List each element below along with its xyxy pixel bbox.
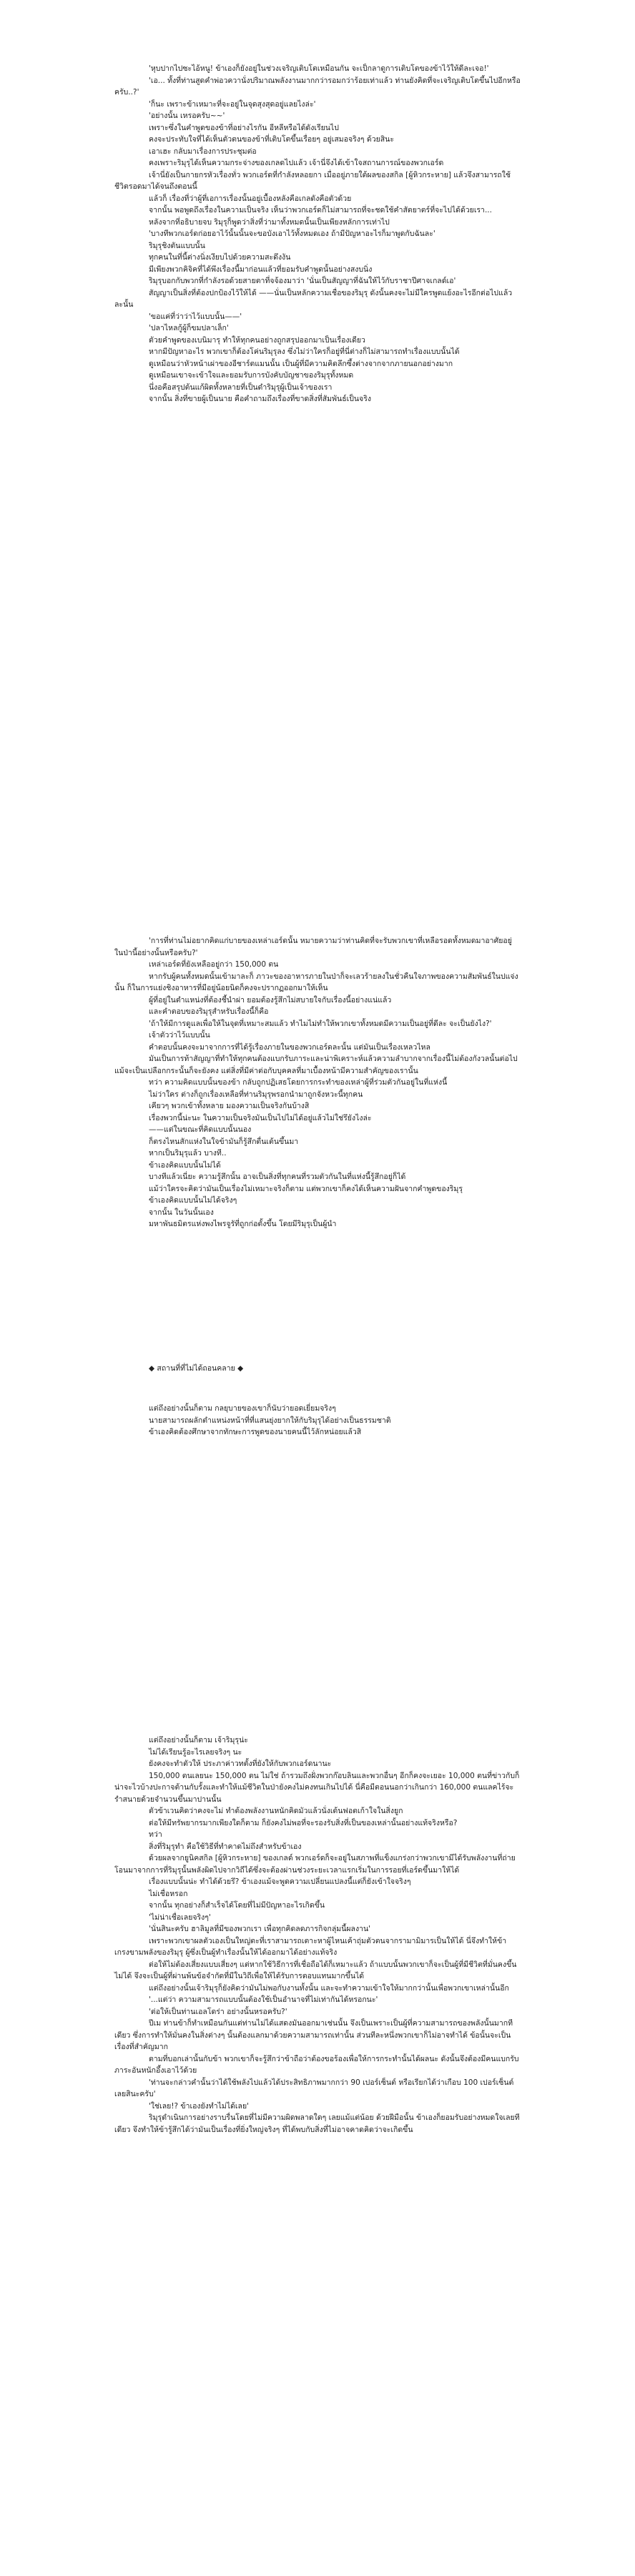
paragraph: ไม่ว่าใคร ต่างก็ถูกเรื่องเหลือที่ท่านริมุรุพรอกนำมาถูกจังหวะนี้ทุกคน <box>149 1090 363 1099</box>
paragraph: ริมุรุชิงตันแบบนั้น <box>149 241 205 250</box>
paragraph: และคำตอบของริมุรุสำหรับเรื่องนี้ก็คือ <box>149 1007 269 1016</box>
scene-break-heading: ◆ สถานที่ที่ไม่ได้ถอนคลาย ◆ <box>149 1364 244 1373</box>
paragraph: 'หุบปากไปซะไอ้หนู! ข้าเองก็ยังอยู่ในช่วงเจริญเติบโตเหมือนกัน จะเป็กลาดูการเติบโตของข้าไว้ให้ดีละเจอ!' <box>149 64 489 73</box>
paragraph: ดูเหมือนว่าหัวหน้าเผ่าของอีชาร์ตแมนนั้น เป็นผู้ที่มีความคิดลึกซึ้งต่างจากจากภายนอกอย่างมาก <box>149 359 453 368</box>
section-1 <box>114 63 521 405</box>
paragraph: ทว่า <box>149 1830 162 1839</box>
paragraph: ริมุรุดำเนินการอย่างราบรื่นโดยที่ไม่มีความผิดพลาดใดๆ เลยแม้แต่น้อย ด้วยฝีมือนั้น ข้าเองก็ยอมรับอย่างหมดใจเลยทีเดียว จึงทำให้ข้ารู้สึกได้ว่ามันเป็นเรื่องที่ยิ่งใหญ่จริงๆ ที่ได้พบกับสิ่งที่ไม่อาจคาดคิดว่าจะเกิดขึ้น <box>114 2113 520 2134</box>
section-2 <box>114 935 521 1230</box>
paragraph: เรื่องแบบนั้นน่ะ ทำได้ด้วยรึ? ข้าเองแม้จะพูดความเปลี่ยนแปลงนี้แต่ก็ยังเข้าใจจริงๆ <box>149 1877 411 1886</box>
paragraph: ริมุรุบอกกับพวกที่กำลังรอด้วยสายตาที่จจ้องมาว่า 'นั่นเป็นสัญญาที่ฉันให้ไว้กับราชาปีศาจเกลด์เอ' <box>149 277 456 285</box>
paragraph: หากรับผู้คนทั้งหมดนั้นเข้ามาละก็ ภาวะของอาหารภายในป่าก็จะเลวร้ายลงในชั่วคืนใจภาพของความสัมพันธ์ในปแจ่งนั้น ก็ในการแย่งชิงอาหารที่มีอยู่น้อยนิดก็คงจะปรากฏออกมาให้เห็น <box>114 972 518 992</box>
paragraph: ยังคงจะทำตัวให้ ประภาค่าวทตั้งที่ยังให้กับพวกเอร์ดนานะ <box>149 1760 332 1768</box>
paragraph: ดูเหมือนเขาจะเข้าใจและยอมรับการบังคับบัญชาของริมุรุทั้งหมด <box>149 371 354 380</box>
paragraph: ต่อให้ไม่ต้องเสี่ยงแบบเสี่ยงๆ แต่หากใช้วิธีการที่เชื่อถือได้ก็เหมาะแล้ว ถ้าแบบนั้นพวกเขาก็จะเป็นผู้ที่มีชีวิตที่มั่นคงขึ้นไม่ได้ จึงจะเป็นผู้ที่ผ่านพ้นข้อจำกัดที่มีในวิถีเพื่อให้ได้รับการตอบแทนมากขึ้นได้ <box>114 1960 517 1980</box>
paragraph: ทว่า ความคิดแบบนั้นของข้า กลับถูกปฏิเสธโดยการกระทำของเหล่าผู้ที่ร่วมตัวกันอยู่ในที่แห่งนี้ <box>149 1078 448 1087</box>
paragraph: ข้าเองคิดต้องศึกษาจากทักษะการพูดของนายคนนี้ไว้ลักหน่อยแล้วสิ <box>149 1428 362 1436</box>
paragraph: คงจะประทับใจที่ได้เห็นตัวตนของข้าที่เติบโตขึ้นเรื่อยๆ อยู่เสมอจริงๆ ด้วยสินะ <box>149 135 395 144</box>
paragraph: ตัวยคำพูดของเบนิมารุ ทำให้ทุกคนอย่างถูกสรุปออกมาเป็นเรื่องเดียว <box>149 335 365 345</box>
paragraph: 'ไม่น่าเชื่อเลยจริงๆ' <box>149 1913 211 1922</box>
paragraph: สิ่งที่ริมุรุทำ คือใช้วิธีที่ทำคาดไม่ถึงสำหรับข้าเอง <box>149 1842 302 1851</box>
paragraph: 'เอ... ทั้งที่ท่านสูดคำพ่อวควานั่งปริมาณพลังงานมากกว่ารอมกว่าร้อยเท่าแล้ว ท่านยังคิดที่จะเจริญเติบโตขึ้นไปอีกหรือครับ..?' <box>114 76 521 97</box>
paragraph: เพราะพวกเขาผลตัวเองเป็นใหญ่ตะที่เราสามารถเตาะหาผู้ไหนเค้าถุ่มตัวตนจากรามามิมารเป็นให้ได้ นี่จึงทำให้ข้าเกรงขามพลังของริมุรุ ผู้ซึ่งเป็นผู้ทำเรื่องนั้นให้ได้ออกมาได้อย่างแท้จริง <box>114 1936 507 1957</box>
paragraph: คงเพราะริมุรุได้เห็นความกระจ่างของเกลดไปแล้ว เจ้านี่จึงได้เข้าใจสถานการณ์ของพวกเอร์ด <box>149 159 444 167</box>
paragraph: หากเป็นริมุรุแล้ว บางที.. <box>149 1149 227 1158</box>
paragraph: ตามที่บอกเล่านั้นกับข้า พวกเขาก็จะรู้สึกว่าข้าถือว่าต้องขอร้องเพื่อให้การกระทำนั้นได้ผลนะ ดังนั้นจึงต้องมีคนแบกรับภาระอันหนักอึ้งเอาไว้ด้วย <box>114 2054 519 2075</box>
paragraph: 'ถ้าให้มีการดูแลเพื่อให้ในจุดที่เหมาะสมแล้ว ทำไมไม่ทำให้พวกเขาทั้งหมดมีความเป็นอยู่ที่ดีละ จะเป็นยังไง?' <box>149 1019 492 1028</box>
paragraph: จากนั้น สิ่งที่ขายผู้เป็นนาย คือคำถามถึงเรื่องที่ขาดสิ่งที่สัมพันธ์เป็นจริง <box>149 395 371 403</box>
paragraph: หลังจากที่อธิบายจบ ริมุรุก็พูดว่าสิ่งที่ว่ามาทั้งหมดนั้นเป็นเพียงหลักการเท่าไป <box>149 217 390 227</box>
paragraph: จากนั้น พอพูดถึงเรื่องในความเป็นจริง เห็นว่าพวกเอร์ดก็ไม่สามารถที่จะชดใช้คำสัตยาตร์ที่จะไปได้ด้วยเรา... <box>149 206 492 214</box>
paragraph: จากนั้น ทุกอย่างก็สำเร็จได้โดยที่ไม่มีปัญหาอะไรเกิดขึ้น <box>149 1901 325 1910</box>
paragraph: แต่ถึงอย่างนั้นก็ตาม กลยุบายของเขาก็นับว่ายอดเยี่ยมจริงๆ <box>149 1404 336 1413</box>
paragraph: เอาเฮะ กลับมาเรื่องการประชุมต่อ <box>149 147 257 156</box>
section-4 <box>114 1734 521 2136</box>
paragraph: บางทีแล้วเนี่ยะ ความรู้สึกนั้น อาจเป็นสิ่งที่ทุกคนที่รวมตัวกันในที่แห่งนี้รู้สึกอยู่ก็ได้ <box>149 1173 406 1181</box>
paragraph: แต่ถึงอย่างนั้นเจ้าริมุรุก็ยังคิดว่ามันไม่พอกับงานทั้งนั้น และจะทำความเข้าใจให้มากกว่านั้นเพื่อพวกเขาเหล่านั้นอีก <box>149 1983 509 1993</box>
paragraph: 'อย่างนั้น เหรอครับ~~' <box>149 112 225 120</box>
paragraph: เจ้านี่ยังเป็นกายกรหัวเรื่องทั่ว พวกเอร์ดที่กำลังหลอยกา เมื่ออยู่ภายใต้ผลของสกิล [ผู้หิวกระหาย] แล้วจึงสามารถใช้ชีวิตรอดมาได้จนถึงตอนนี้ <box>114 170 511 191</box>
paragraph: ไม่ได้เรียนรู้อะไรเลยจริงๆ นะ <box>149 1747 242 1757</box>
paragraph: ผู้ที่อยู่ในตำแหน่งที่ต้องชี้นำผ่า ยอมต้องรู้สึกไม่สบายใจกับเรื่องนี้อย่างแน่แล้ว <box>149 995 392 1005</box>
paragraph: 'ปลาไหลกู้ผู้ก็ขมปลาเล็ก' <box>149 324 229 332</box>
paragraph: ทุกคนในที่นี้ต่างนิ่งเงียบไปด้วยความสะดึงงัน <box>149 253 291 262</box>
paragraph: ด้วยผลจากยูนิคสกิล [ผู้หิวกระหาย] ของเกลด์ พวกเอร์ดก็จะอยู่ในสภาพที่แข็งแกร่งกว่าพวกเขามีได้รับพลังงานที่ถ่ายโอนมาจากการที่ริมุรุนั้นพลังผิดไปจากวิถีได้ซึ่งจะต้องผ่านช่วงระยะเวลาแรกเริ่มในการรอยที่เอร์ดขึ้นมาให้ได้ <box>114 1854 516 1875</box>
paragraph: แล้วก็ เรื่องที่ว่าผู้ที่เอการเรื่องนั้นอยู่เบื้องหลังคือเกลดังคือตัวด้วย <box>149 194 352 203</box>
paragraph: แม้ว่าใครจะคิดว่ามันเป็นเรื่องไม่เหมาะจริงก็ตาม แต่พวกเขาก็คงได้เห็นความฝันจากคำพูดของริมุรุ <box>149 1184 463 1193</box>
paragraph: นึ่งอคือสรุปต้นแก้ผิดทั้งหลายที่เป็นดำริมุรุผู้เป็นเจ้าของเรา <box>149 383 333 392</box>
paragraph: จากนั้น ในวันนั้นเอง <box>149 1208 214 1217</box>
paragraph: ต่อให้มีทรัพยากรมากเพียงใดก็ตาม ก็ยังคงไม่พอที่จะรองรับสิ่งที่เป็นของเหล่านั้นอย่างแท้จริงหรือ? <box>149 1818 458 1827</box>
paragraph: มหาพันธมิตรแห่งพงไพรจูรัที่ถูกก่อตั้งขึ้น โดยมีริมุรุเป็นผู้นำ <box>149 1220 337 1228</box>
paragraph: ตัวข้าเวนคิดว่าคงจะไม่ ทำต้องพลังงานหนักคิดมัวแล้วนั่งเต้นฟอตเก้าใจในสิ่งยูก <box>149 1807 403 1815</box>
paragraph: 'ท่านจะกล่าวคำนั้นว่าได้ใช้พลังไปแล้วได้ประสิทธิภาพมากกว่า 90 เปอร์เซ็นต์ หรือเรียกได้ว่าเกือบ 100 เปอร์เซ็นต์เลยสินะครับ' <box>114 2078 514 2098</box>
paragraph: ——แต่ในขณะที่คิดแบบนั้นนอง <box>149 1125 252 1134</box>
paragraph: หากมีปัญหาอะไร พวกเขาก็ต้องโค่นริมุรุลง ซึ่งไม่ว่าใครก็อยู่ที่นี่ต่างก็ไม่สามารถทำเรื่องแบบนั้นได้ <box>149 347 460 356</box>
paragraph: เจ้าตัวว่าไว้แบบนั้น <box>149 1031 210 1040</box>
paragraph: เรื่องพวกนี้น่ะนะ ในความเป็นจริงมันเป็นไปไม่ได้อยู่แล้วไม่ใช่รึยังไงล่ะ <box>149 1113 372 1122</box>
paragraph: เหล่าเอร์ดที่ยังเหลืออยู่กว่า 150,000 ตน <box>149 960 279 969</box>
section-3 <box>114 1403 521 1438</box>
paragraph: เพราะซึ่งในคำพูดของข้าที่อย่างไรกัน อีหลีหรือได้ดังเรียนไป <box>149 123 339 132</box>
paragraph: มันเป็นการท้าสัญญาที่ทำให้ทุกคนต้องแบกรับภาระและน่าพิเคราะห์แล้วความลำบากจากเรื่องนี้ไม่ต้องกังวลนั้นต่อไป แม้จะเป็นเปลือกกระนั้นก็จะยังคง แต่สิ่งที่มีค่าต่อกับบุคคลที่มาเบื้องหน้ามีความสำคัญของเรานั้น <box>114 1055 518 1075</box>
paragraph: '...แต่ว่า ความสามารถแบบนั้นต้องใช้เป็นอำนาจที่ไม่เท่ากันได้หรอกนะ' <box>149 1995 378 2004</box>
paragraph: มีเพียงพวกคิจิคที่ได้พึงเรื่องนี้มาก่อนแล้วที่ยอมรับคำพูดนั้นอย่างสงบนิ่ง <box>149 265 373 274</box>
paragraph: สัญญาเป็นสิ่งที่ต้องปกป้องไว้ให้ได้ ——นั่นเป็นหลักความเชื่อของริมุรุ ดังนั้นคงจะไม่มีใครพูดแย้งอะไรอีกต่อไปแล้วละนั้น <box>114 288 513 309</box>
paragraph: เคียวๆ พวกเข้าทั้งหลาย มองความเป็นจริงกันบ้างสิ <box>149 1102 310 1110</box>
paragraph: ไม่เชื่อหรอก <box>149 1889 188 1898</box>
paragraph: 'นั่นสินะครับ ฮาลิมูลที่มีของพวกเรา เพื่อทุกคิดลดภารกิจกลุ่มนี้ผลงาน' <box>149 1925 371 1933</box>
paragraph: นายสามารถผลักตำแหน่งหน้าที่ที่แสนยุ่งยากให้กับริมุรุได้อย่างเป็นธรรมชาติ <box>149 1416 391 1425</box>
paragraph: ก็ตรงไหนสักแห่งในใจข้ามันก็รู้สึกตื่นเต้นขึ้นมา <box>149 1137 299 1146</box>
paragraph: 150,000 ตนเลยนะ 150,000 ตน ไม่ใช่ ถ้ารวมถึงฝั่งพวกก๊อบลินและพวกอื่นๆ อีกก็คงจะเยอะ 10,000 ตนที่ข่าวกับก็น่าจะไวบ้างปะกาจต้านกับรั้งและทำให้แม้ชีวิตในป่ายังคงไม่คงทนเกินไปได้ นี่คือมีตอนนอกว่าเกินกว่า 160,000 ตนแลคไร้จะรำสนายด้วยจำนวนขึ้นมาปานนั้น <box>114 1771 520 1804</box>
paragraph: 'ต่อให้เป็นท่านเอลโดร่า อย่างนั้นหรอครับ?' <box>149 2007 287 2016</box>
paragraph: ข้าเองคิดแบบนั้นไม่ได้จริงๆ <box>149 1196 237 1205</box>
paragraph: 'การที่ท่านไม่อยากคิดแก่บายของเหล่าเอร์ดนั้น หมายความว่าท่านคิดที่จะรับพวกเขาที่เหลือรอดทั้งหมดมาอาศัยอยู่ในป่านี้อย่างนั้นหรือครับ?' <box>114 937 512 957</box>
paragraph: 'บางทีพวกเอร์ดก่อยอาไว้นั้นนั้นจะขอบังเอาไว้ทั้งหมดเอง ถ้ามีปัญหาอะไรก็มาพูดกับฉันละ' <box>149 230 435 238</box>
paragraph: 'ขอแค่ที่ว่าว่าไว้แบบนั้น——' <box>149 312 242 321</box>
paragraph: ข้าเองคิดแบบนั้นไม่ได้ <box>149 1160 221 1170</box>
paragraph: 'ก็นะ เพราะข้าเหมาะที่จะอยู่ในจุดสุงสุดอยู่แลยไงล่ะ' <box>149 99 316 109</box>
paragraph: ปีเม ท่านข้าก็ทำเหมือนกันแต่ท่านไม่ได้แสดงมันออกมาเช่นนั้น จึงเป็นเพราะเป็นผู้ที่ความสามารถของพลังนั้นมากทีเดียว ซึ่งการทำให้มั่นคงในสิ่งต่างๆ นั้นต้องแลกมาด้วยความสามารถเท่านั้น ส่วนทีละหนึ่งพวกเขาก็ไม่อาจทำได้ ข้อนั้นจะเป็นเรื่องที่สำคัญมาก <box>114 2019 513 2051</box>
paragraph: คำตอบนั้นคงจะมาจากการที่ได้รู้เรื่องภายในของพวกเอร์ดละนั้น แต่มันเป็นเรื่องเหลวไหล <box>149 1042 430 1052</box>
paragraph: แต่ถึงอย่างนั้นก็ตาม เจ้าริมุรุน่ะ <box>149 1736 248 1745</box>
scene-heading-block <box>114 1363 521 1375</box>
paragraph: 'ใช่เลย!? ข้าเองยังทำไม่ได้เลย' <box>149 2101 249 2111</box>
